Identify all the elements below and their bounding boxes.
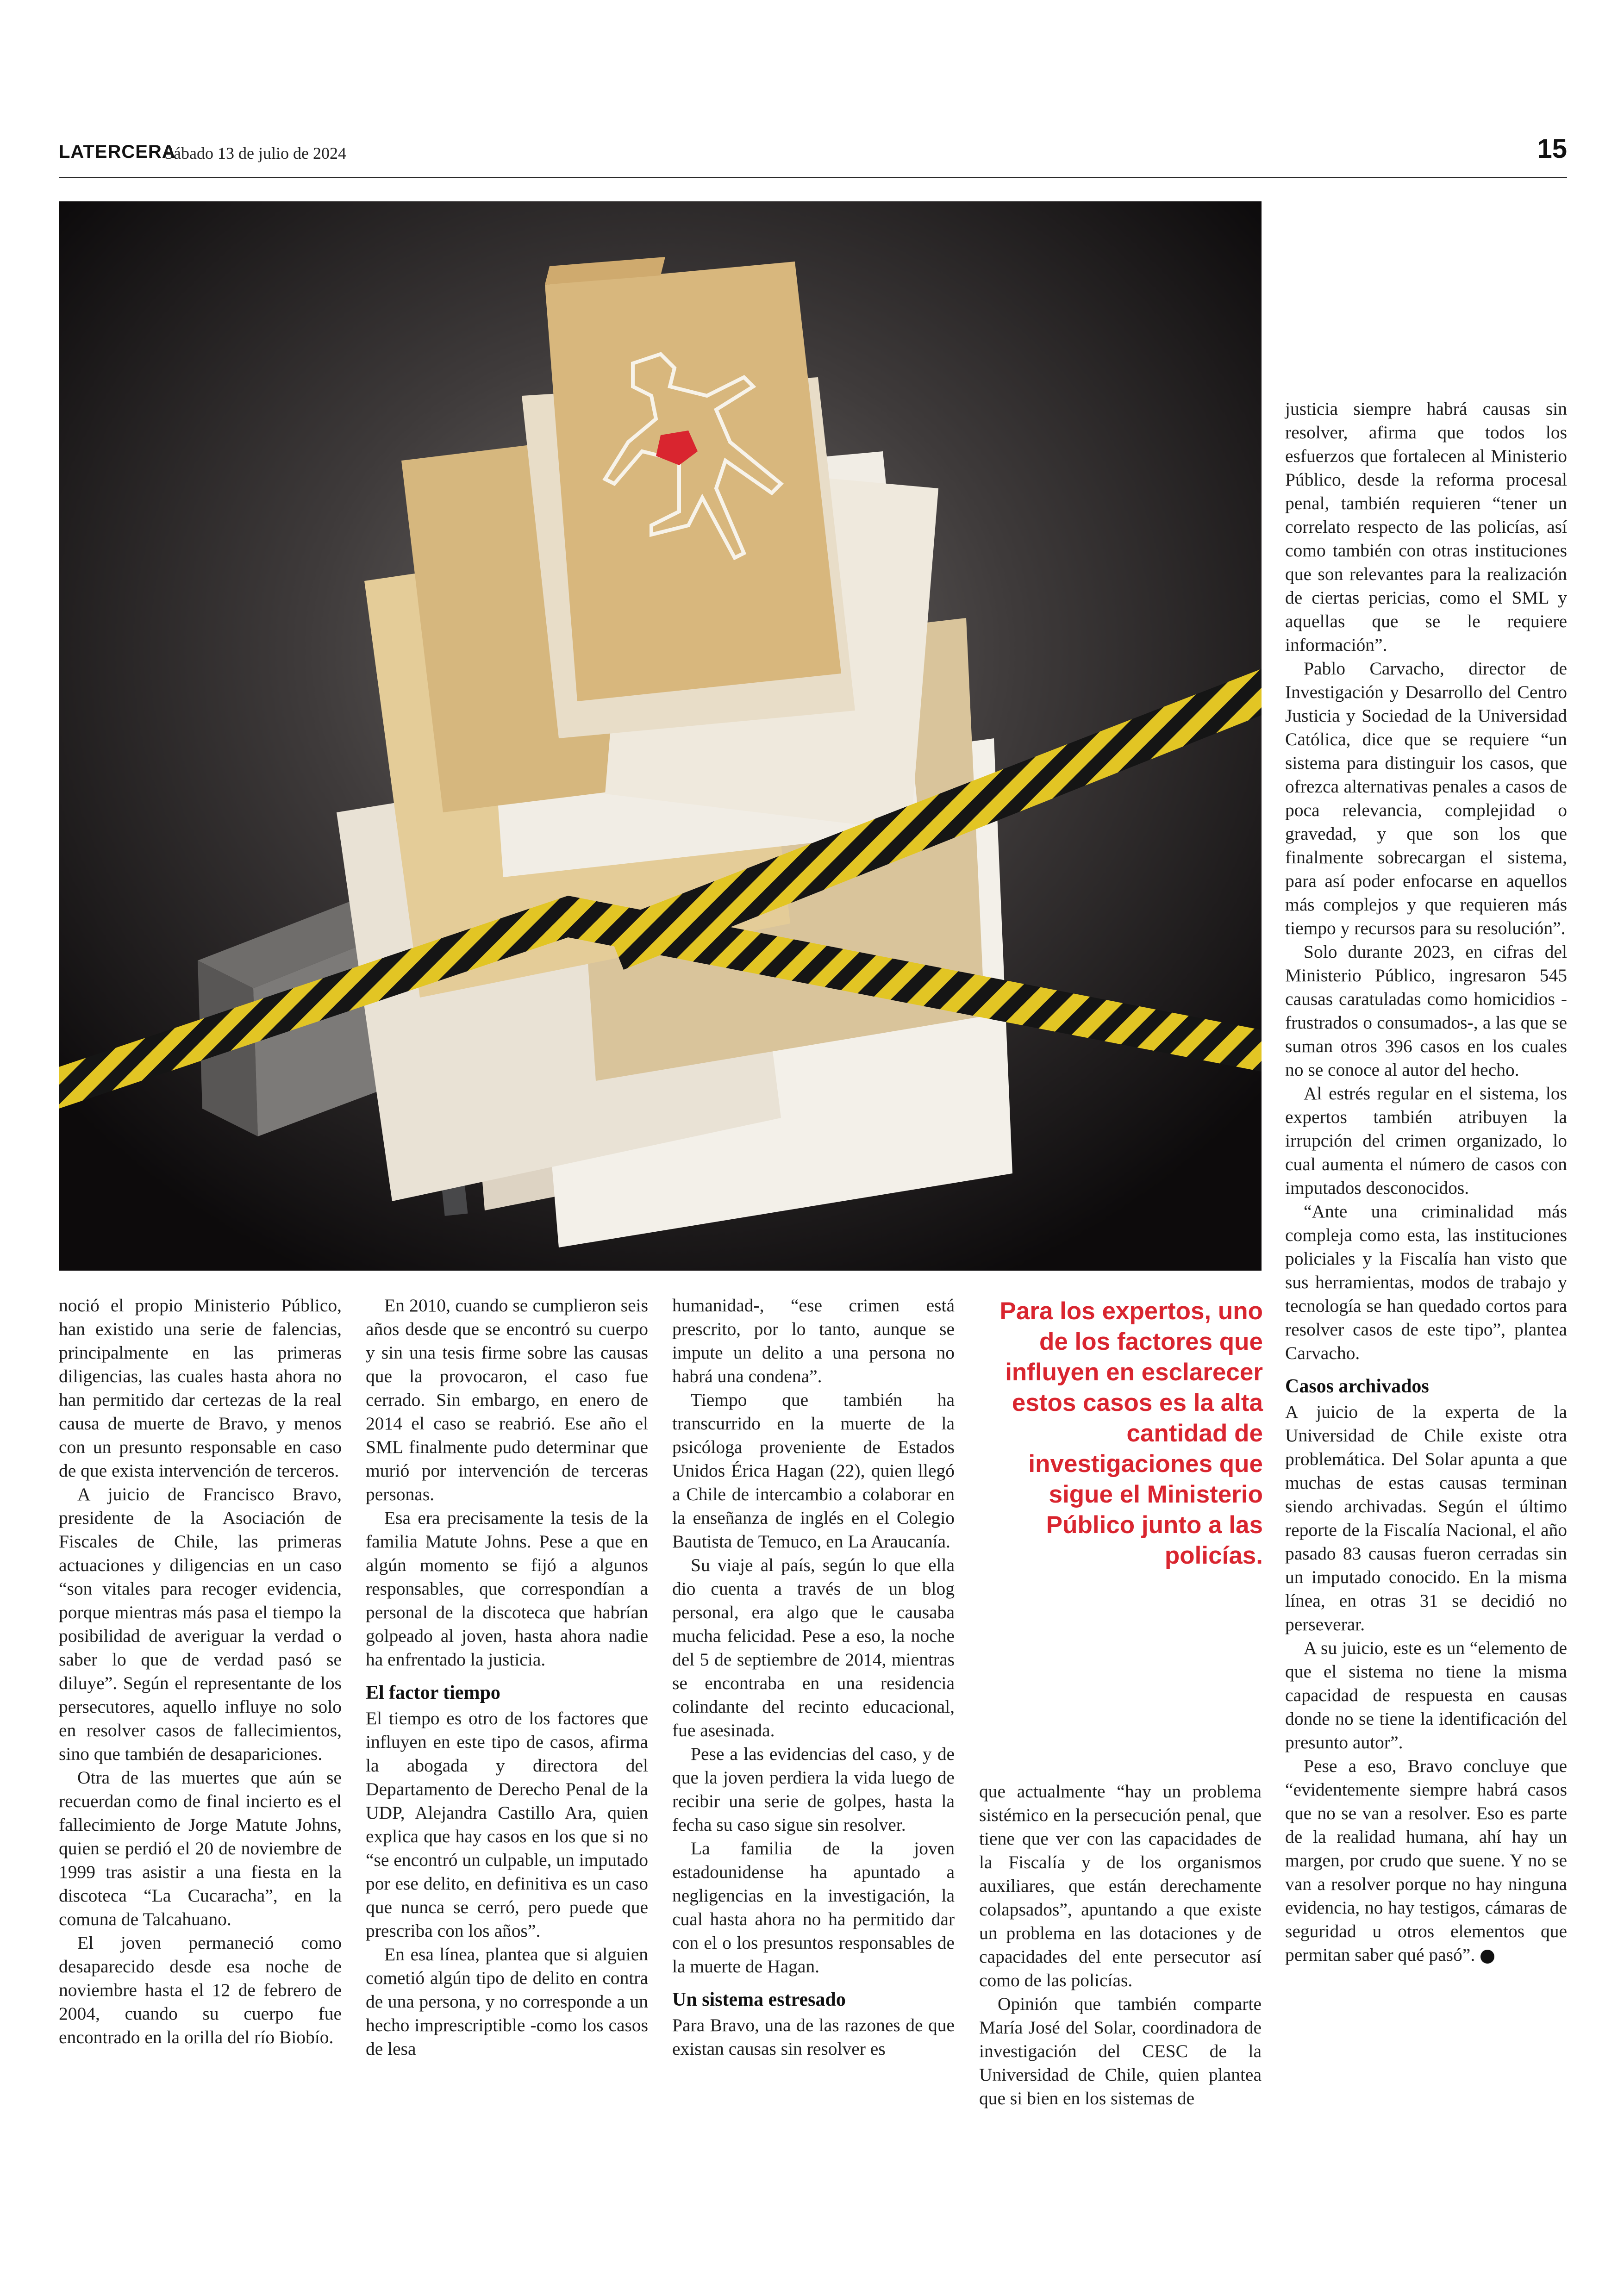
paragraph: Para Bravo, una de las razones de que existan causas sin resolver es	[672, 2015, 955, 2059]
top-case-folder	[545, 257, 841, 701]
paragraph: A juicio de Francisco Bravo, presidente de la Asociación de Fiscales de Chile, las primeras actuaciones y diligencias en un caso “son vitales para recoger evidencia, porque mientras más pasa el tiempo la posibilidad de averiguar la verdad o saber lo que de verdad pasó se diluye”. Según el representante de los persecutores, aquello influye no solo en resolver casos de fallecimientos, sino que también de desapariciones.	[59, 1484, 342, 1764]
article-column-3	[672, 1294, 955, 2061]
article-column-4	[979, 1780, 1262, 2110]
paragraph: justicia siempre habrá causas sin resolver, afirma que todos los esfuerzos que fortalecen al Ministerio Público, desde la reforma procesal penal, también requieren “tener un correlato respecto de las policías, así como también con otras instituciones que son relevantes para la realización de ciertas pericias, como el SML y aquellas que se le requiere información”.	[1285, 399, 1567, 655]
paragraph: Pese a las evidencias del caso, y de que la joven perdiera la vida luego de recibir una serie de golpes, hasta la fecha su caso sigue sin resolver.	[672, 1744, 955, 1835]
paragraph: En 2010, cuando se cumplieron seis años desde que se encontró su cuerpo y sin una tesis firme sobre las causas que la provocaron, el caso fue cerrado. Sin embargo, en enero de 2014 el caso se reabrió. Ese año el SML finalmente pudo determinar que murió por intervención de terceras personas.	[366, 1295, 648, 1504]
paragraph: que actualmente “hay un problema sistémico en la persecución penal, que tiene que ver con las capacidades de la Fiscalía y de los organismos auxiliares, que están derechamente colapsados”, apuntando a que existe un problema en las dotaciones y de capacidades del ente persecutor así como de las policías.	[979, 1781, 1262, 1990]
paragraph: En esa línea, plantea que si alguien cometió algún tipo de delito en contra de una persona, y no corresponde a un hecho imprescriptible -como los casos de lesa	[366, 1944, 648, 2059]
end-of-article-dot-icon	[1480, 1950, 1494, 1964]
paragraph: Solo durante 2023, en cifras del Ministerio Público, ingresaron 545 causas caratuladas como homicidios -frustrados o consumados-, a las que se suman otros 396 casos en los cuales no se conoce al autor del hecho.	[1285, 942, 1567, 1080]
newspaper-logo: LATERCERA	[59, 142, 176, 162]
paragraph: Tiempo que también ha transcurrido en la muerte de la psicóloga proveniente de Estados Unidos Érica Hagan (22), quien llegó a Chile de intercambio a colaborar en la enseñanza de inglés en el Colegio Bautista de Temuco, en La Araucanía.	[672, 1390, 955, 1552]
paragraph: Opinión que también comparte María José del Solar, coordinadora de investigación del CESC de la Universidad de Chile, quien plantea que si bien en los sistemas de	[979, 1994, 1262, 2108]
paragraph: A su juicio, este es un “elemento de que el sistema no tiene la misma capacidad de respuesta en causas donde no se tiene la identificación del presunto autor”.	[1285, 1638, 1567, 1752]
article-column-5	[1285, 397, 1567, 1967]
final-paragraph-text: Pese a eso, Bravo concluye que “evidentemente siempre habrá casos que no se van a resolver. Eso es parte de la realidad humana, ahí hay un margen, por crudo que suene. Y no se van a resolver porque no hay ninguna evidencia, no hay testigos, cámaras de seguridad u otros elementos que permitan saber qué pasó”.	[1285, 1756, 1567, 1965]
page-header	[59, 133, 1567, 175]
subhead-el-factor-tiempo: El factor tiempo	[366, 1682, 500, 1703]
illustration-case-files	[59, 201, 1262, 1271]
paragraph: humanidad-, “ese crimen está prescrito, por lo tanto, aunque se impute un delito a una persona no habrá una condena”.	[672, 1295, 955, 1386]
paragraph: La familia de la joven estadounidense ha apuntado a negligencias en la investigación, la cual hasta ahora no ha permitido dar con el o los presuntos responsables de la muerte de Hagan.	[672, 1838, 955, 1977]
subhead-un-sistema-estresado: Un sistema estresado	[672, 1989, 846, 2010]
header-rule	[59, 177, 1567, 178]
case-files-illustration	[59, 201, 1262, 1271]
paragraph: Otra de las muertes que aún se recuerdan como de final incierto es el fallecimiento de Jorge Matute Johns, quien se perdió el 20 de noviembre de 1999 tras asistir a una fiesta en la discoteca “La Cucaracha”, en la comuna de Talcahuano.	[59, 1767, 342, 1929]
paragraph: A juicio de la experta de la Universidad de Chile existe otra problemática. Del Solar apunta a que muchas de estas causas terminan siendo archivadas. Según el último reporte de la Fiscalía Nacional, el año pasado 83 causas fueron cerradas sin un imputado conocido. En la misma línea, en otras 31 se decidió no perseverar.	[1285, 1402, 1567, 1634]
issue-date: Sábado 13 de julio de 2024	[164, 144, 346, 162]
paragraph: “Ante una criminalidad más compleja como esta, las instituciones policiales y la Fiscalía han visto que sus herramientas, modos de trabajo y tecnología se han quedado cortos para resolver casos de este tipo”, plantea Carvacho.	[1285, 1201, 1567, 1363]
article-column-2	[366, 1294, 648, 2061]
paragraph: Pablo Carvacho, director de Investigación y Desarrollo del Centro Justicia y Sociedad de la Universidad Católica, dice que se requiere “un sistema para distinguir los casos, que ofrezca alternativas penales a casos de poca relevancia, complejidad o gravedad, y que son los que finalmente sobrecargan el sistema, para así poder enfocarse en aquellos más complejos y que requieren más tiempo y recursos para su resolución”.	[1285, 658, 1567, 938]
page-number: 15	[1537, 134, 1567, 164]
pull-quote: Para los expertos, uno de los factores que influyen en esclarecer estos casos es la alta cantidad de investigaciones que sigue el Ministerio Público junto a las policías.	[999, 1297, 1263, 1569]
paragraph: El joven permaneció como desaparecido desde esa noche de noviembre hasta el 12 de febrero de 2004, cuando su cuerpo fue encontrado en la orilla del río Biobío.	[59, 1933, 342, 2047]
paragraph: Su viaje al país, según lo que ella dio cuenta a través de un blog personal, era algo que le causaba mucha felicidad. Pese a eso, la noche del 5 de septiembre de 2014, mientras se encontraba en una residencia colindante del recinto educacional, fue asesinada.	[672, 1555, 955, 1740]
subhead-casos-archivados: Casos archivados	[1285, 1376, 1429, 1397]
paragraph-final	[1285, 1754, 1567, 1967]
paragraph: Esa era precisamente la tesis de la familia Matute Johns. Pese a que en algún momento se fijó a algunos responsables, que correspondían a personal de la discoteca que habrían golpeado al joven, hasta ahora nadie ha enfrentado la justicia.	[366, 1508, 648, 1670]
paragraph: noció el propio Ministerio Público, han existido una serie de falencias, principalmente en las primeras diligencias, las cuales hasta ahora no han permitido dar certezas de la real causa de muerte de Bravo, y menos con un presunto responsable en caso de que exista intervención de terceros.	[59, 1295, 342, 1481]
paragraph: Al estrés regular en el sistema, los expertos también atribuyen la irrupción del crimen organizado, lo cual aumenta el número de casos con imputados desconocidos.	[1285, 1083, 1567, 1198]
paragraph: El tiempo es otro de los factores que influyen en este tipo de casos, afirma la abogada y directora del Departamento de Derecho Penal de la UDP, Alejandra Castillo Ara, quien explica que hay casos en los que si no “se encontró un culpable, un imputado por ese delito, en definitiva es un caso que nunca se cerró, pero puede que prescriba con los años”.	[366, 1708, 648, 1941]
article-column-1	[59, 1294, 342, 2049]
